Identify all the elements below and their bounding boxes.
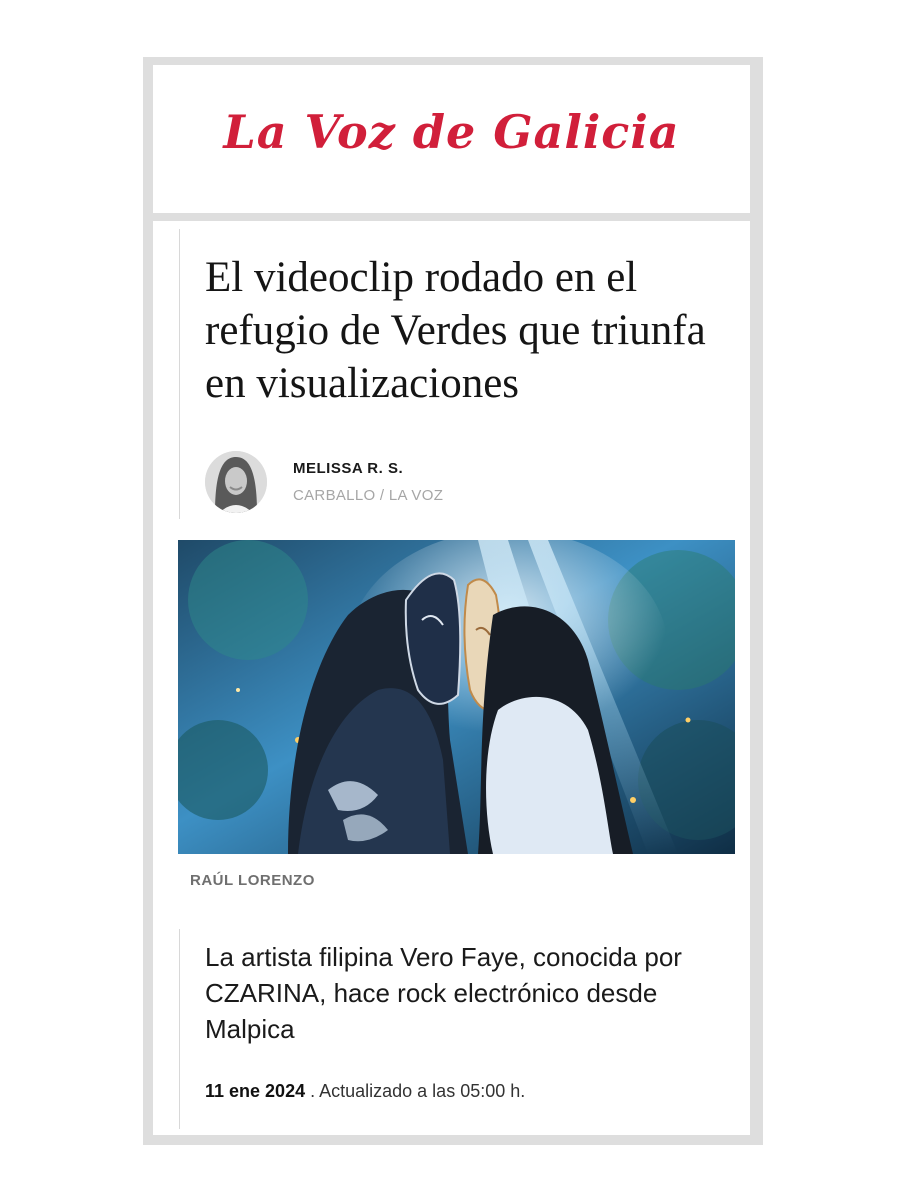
newspaper-logo[interactable]: La Voz de Galicia <box>223 105 680 159</box>
left-rule-bottom <box>179 929 180 1129</box>
article-headline: El videoclip rodado en el refugio de Verdes que triunfa en visualizaciones <box>205 254 706 407</box>
publish-date: 11 ene 2024 <box>205 1081 306 1101</box>
updated-time: Actualizado a las 05:00 h. <box>319 1081 526 1101</box>
article-photo[interactable] <box>178 540 735 854</box>
author-name[interactable]: MELISSA R. S. <box>293 460 404 477</box>
article-body <box>153 221 750 1135</box>
article-card-frame <box>143 57 763 1145</box>
date-separator: . <box>305 1081 320 1101</box>
author-avatar[interactable] <box>205 451 267 513</box>
author-location: CARBALLO / LA VOZ <box>293 487 444 504</box>
masthead <box>153 65 750 213</box>
left-rule-top <box>179 229 180 519</box>
masked-couple-image <box>178 540 735 854</box>
dateline <box>205 1081 525 1102</box>
photo-credit: RAÚL LORENZO <box>190 872 315 889</box>
author-portrait <box>205 451 267 513</box>
article-subtitle: La artista filipina Vero Faye, conocida por CZARINA, hace rock electrónico desde Malpica <box>205 942 682 1044</box>
